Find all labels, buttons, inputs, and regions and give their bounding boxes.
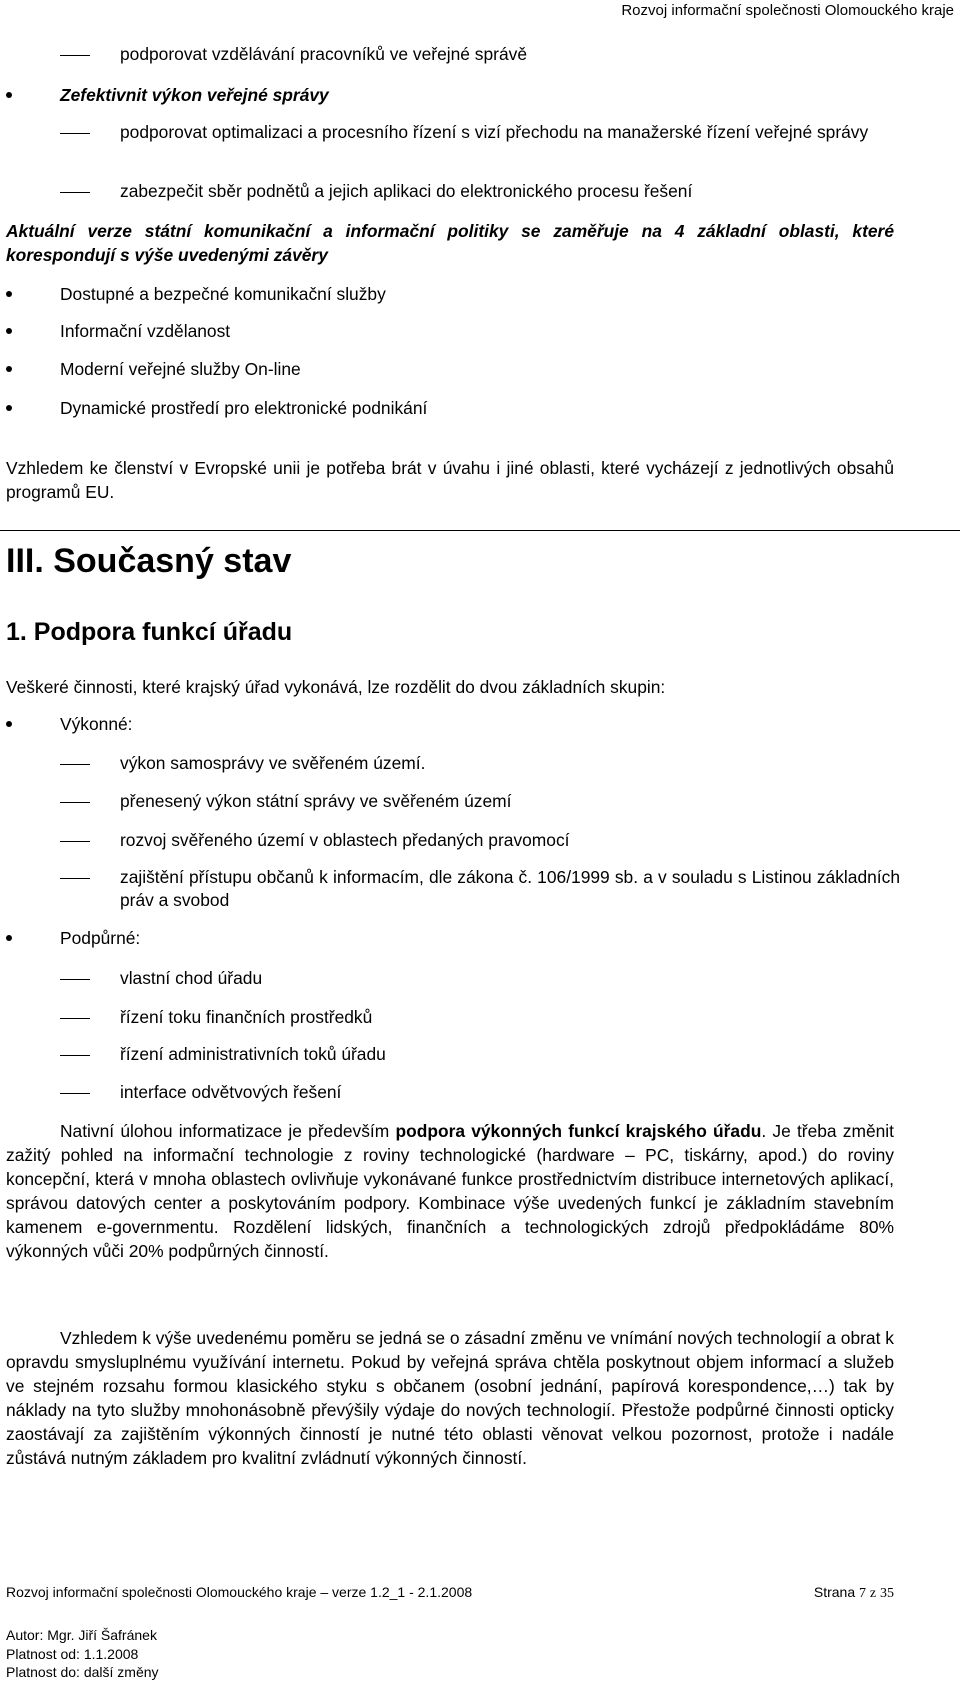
section-heading: III. Současný stav [6,542,292,580]
list-item: přenesený výkon státní správy ve svěřeném území [120,791,512,811]
list-item: vlastní chod úřadu [120,968,263,988]
list-item: zabezpečit sběr podnětů a jejich aplikaci do elektronického procesu řešení [120,181,693,201]
bullet-icon [6,935,12,941]
footer-author: Autor: Mgr. Jiří Šafránek [6,1627,157,1643]
page-indicator: Strana 7 z 35 [813,1584,894,1601]
list-item: výkon samosprávy ve svěřeném území. [120,753,426,773]
ratio-paragraph: Vzhledem k výše uvedenému poměru se jedná se o zásadní změnu ve vnímání nových technologií a obrat k opravdu smysluplnému využívání internetu. Pokud by veřejná správa chtěla poskytnout objem informací a služeb ve stejném rozsahu formou klasického styku s občanem (osobní jednání, papírová korespondence,…) tak by náklady na tyto služby mnohonásobně převýšily výdaje do nových technologií. Přestože podpůrné činnosti opticky zaostávají za zajištěním výkonných činností je nutné této oblasti věnovat velkou pozornost, protože i nadále zůstává nutným základem pro kvalitní zvládnutí výkonných činností. [6,1328,894,1468]
group-executive: Výkonné: [0,713,900,736]
footer-valid-from: Platnost od: 1.1.2008 [6,1646,139,1662]
list-item: podporovat vzdělávání pracovníků ve veřejné správě [120,44,527,64]
list-item: řízení toku finančních prostředků [120,1007,373,1027]
emphasis: podpora výkonných funkcí krajského úřadu [395,1121,762,1141]
list-item: zajištění přístupu občanů k informacím, dle zákona č. 106/1999 sb. a v souladu s Listinou základních práv a svobod [120,867,900,910]
list-item: Dynamické prostředí pro elektronické podnikání [0,397,900,420]
footer-document-title: Rozvoj informační společnosti Olomouckého kraje – verze 1.2_1 - 2.1.2008 [6,1584,473,1600]
bullet-icon [6,405,12,411]
intro-paragraph: Veškeré činnosti, které krajský úřad vykonává, lze rozdělit do dvou základních skupin: [6,677,666,697]
subsection-heading: 1. Podpora funkcí úřadu [6,618,293,646]
header-title: Rozvoj informační společnosti Olomouckého kraje [621,2,954,19]
list-item: řízení administrativních toků úřadu [120,1044,386,1064]
list-item: interface odvětvových řešení [120,1082,342,1102]
footer-valid-to: Platnost do: další změny [6,1664,159,1680]
section-divider [0,530,960,531]
eu-paragraph: Vzhledem ke členství v Evropské unii je potřeba brát v úvahu i jiné oblasti, které vycházejí z jednotlivých obsahů programů EU. [6,458,894,502]
bullet-icon [6,291,12,297]
bullet-icon [6,92,12,98]
bullet-icon [6,366,12,372]
list-item: Dostupné a bezpečné komunikační služby [0,283,900,306]
list-item: rozvoj svěřeného území v oblastech předaných pravomocí [120,830,570,850]
group-support: Podpůrné: [0,927,900,950]
list-item: Informační vzdělanost [0,320,900,343]
list-item: Zefektivnit výkon veřejné správy [0,84,900,107]
informatization-paragraph: Nativní úlohou informatizace je především podpora výkonných funkcí krajského úřadu. Je třeba změnit zažitý pohled na informační technologie z roviny technologické (hardware – PC, tiskárny, apod.) do roviny koncepční, která v mnoha oblastech ovlivňuje vykonávané funkce prostřednictvím distribuce internetových aplikací, správou datových center a poskytováním podpory. Kombinace výše uvedených funkcí je základním stavebním kamenem e-governmentu. Rozdělení lidských, finančních a technologických zdrojů předpokládáme 80% výkonných vůči 20% podpůrných činností. [6,1121,894,1261]
bullet-icon [6,721,12,727]
policy-paragraph: Aktuální verze státní komunikační a informační politiky se zaměřuje na 4 základní oblasti, které korespondují s výše uvedenými závěry [6,221,894,265]
bullet-icon [6,328,12,334]
list-item: podporovat optimalizaci a procesního řízení s vizí přechodu na manažerské řízení veřejné správy [120,122,869,142]
list-item: Moderní veřejné služby On-line [0,358,900,381]
